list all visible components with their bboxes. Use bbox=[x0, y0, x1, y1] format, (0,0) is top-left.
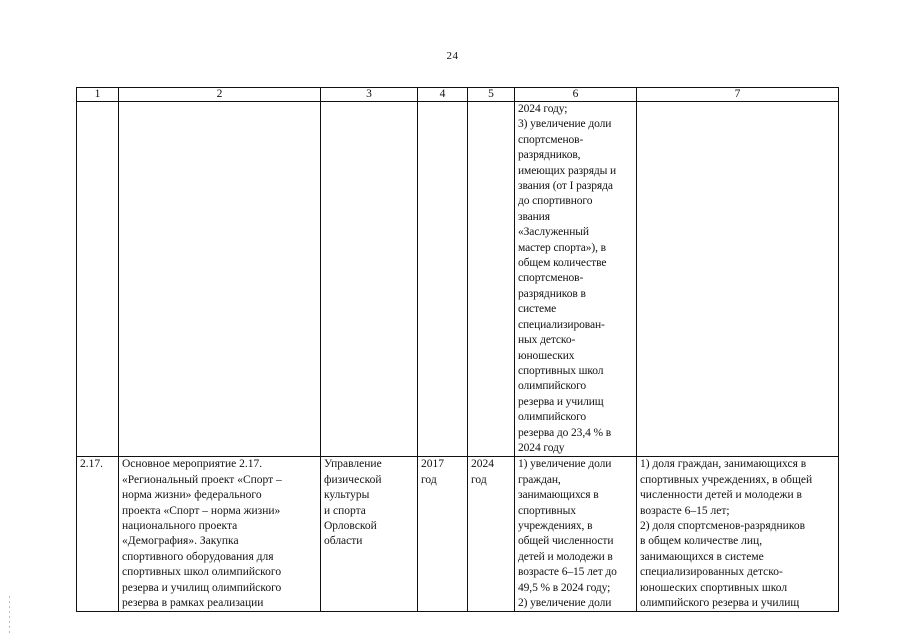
column-number-2: 2 bbox=[119, 88, 321, 102]
row-number: 2.17. bbox=[77, 457, 119, 612]
column-number-6: 6 bbox=[515, 88, 637, 102]
cont-cell-4 bbox=[418, 102, 468, 457]
cont-cell-2 bbox=[119, 102, 321, 457]
expected-results: 1) увеличение доли граждан, занимающихся в спортивных учреждениях, в общей численности детей и молодежи в возрасте 6–15 лет до 49,5 % в 2024 году; 2) увеличение доли bbox=[515, 457, 637, 612]
cont-cell-7 bbox=[637, 102, 839, 457]
column-number-7: 7 bbox=[637, 88, 839, 102]
measure-name: Основное мероприятие 2.17. «Региональный проект «Спорт – норма жизни» федерального проекта «Спорт – норма жизни» национального проекта «Демография». Закупка спортивного оборудования для спортивных школ олимпийского резерва и училищ олимпийского резерва в рамках реализации bbox=[119, 457, 321, 612]
responsible-executor: Управление физической культуры и спорта Орловской области bbox=[321, 457, 418, 612]
program-table bbox=[76, 87, 839, 612]
column-number-4: 4 bbox=[418, 88, 468, 102]
end-year: 2024 год bbox=[468, 457, 515, 612]
indicators: 1) доля граждан, занимающихся в спортивных учреждениях, в общей численности детей и молодежи в возрасте 6–15 лет; 2) доля спортсменов-разрядников в общем количестве лиц, занимающихся в системе специализированных детско- юношеских спортивных школ олимпийского резерва и училищ bbox=[637, 457, 839, 612]
page-number: 24 bbox=[446, 50, 459, 62]
column-number-5: 5 bbox=[468, 88, 515, 102]
table-row bbox=[77, 457, 839, 612]
cont-cell-1 bbox=[77, 102, 119, 457]
continuation-row bbox=[77, 102, 839, 457]
column-number-3: 3 bbox=[321, 88, 418, 102]
scan-margin-mark bbox=[9, 596, 10, 636]
column-number-1: 1 bbox=[77, 88, 119, 102]
cont-cell-3 bbox=[321, 102, 418, 457]
column-number-row bbox=[77, 88, 839, 102]
cont-indicators-cell: 2024 году; 3) увеличение доли спортсменов- разрядников, имеющих разряды и звания (от I разряда до спортивного звания «Заслуженный мастер спорта»), в общем количестве спортсменов- разрядников в системе специализирован- ных детско- юношеских спортивных школ олимпийского резерва и училищ олимпийского резерва до 23,4 % в 2024 году bbox=[515, 102, 637, 457]
cont-cell-5 bbox=[468, 102, 515, 457]
start-year: 2017 год bbox=[418, 457, 468, 612]
